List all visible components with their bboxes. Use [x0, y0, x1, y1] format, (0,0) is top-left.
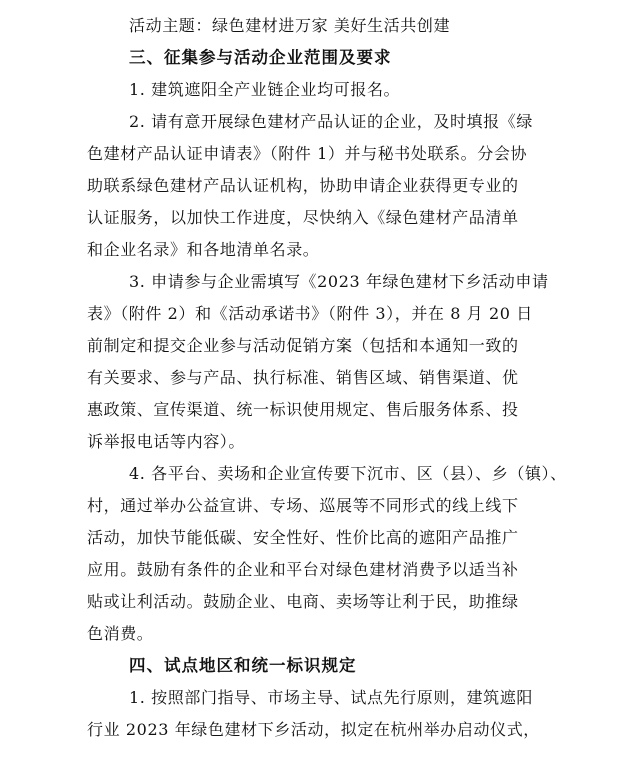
paragraph-line: 应用。鼓励有条件的企业和平台对绿色建材消费予以适当补 [87, 560, 519, 579]
paragraph-line: 惠政策、宣传渠道、统一标识使用规定、售后服务体系、投 [87, 400, 519, 419]
paragraph-line: 认证服务，以加快工作进度，尽快纳入《绿色建材产品清单 [87, 208, 519, 227]
paragraph-line: 表》（附件 2）和《活动承诺书》（附件 3），并在 8 月 20 日 [87, 304, 533, 323]
paragraph-line: 色消费。 [87, 624, 154, 643]
paragraph-line: 1. 按照部门指导、市场主导、试点先行原则，建筑遮阳 [129, 688, 533, 707]
paragraph-line: 4. 各平台、卖场和企业宣传要下沉市、区（县）、乡（镇）、 [129, 464, 567, 483]
paragraph-line: 前制定和提交企业参与活动促销方案（包括和本通知一致的 [87, 336, 519, 355]
section-3-paragraph-4 [87, 458, 590, 650]
paragraph-line: 有关要求、参与产品、执行标准、销售区域、销售渠道、优 [87, 368, 519, 387]
paragraph-line: 3. 申请参与企业需填写《2023 年绿色建材下乡活动申请 [129, 272, 549, 291]
paragraph-line: 诉举报电话等内容）。 [87, 432, 246, 451]
section-3-paragraph-3 [87, 266, 590, 458]
section-3-paragraph-1 [87, 74, 590, 106]
paragraph-line: 行业 2023 年绿色建材下乡活动，拟定在杭州举办启动仪式， [87, 720, 540, 739]
section-3-paragraph-2 [87, 106, 590, 266]
paragraph-line: 2. 请有意开展绿色建材产品认证的企业，及时填报《绿 [129, 112, 533, 131]
paragraph-line: 贴或让利活动。鼓励企业、电商、卖场等让利于民，助推绿 [87, 592, 519, 611]
paragraph-line: 1. 建筑遮阳全产业链企业均可报名。 [129, 80, 401, 99]
paragraph-line: 村，通过举办公益宣讲、专场、巡展等不同形式的线上线下 [87, 496, 519, 515]
paragraph-line: 色建材产品认证申请表》（附件 1）并与秘书处联系。分会协 [87, 144, 528, 163]
section-3-heading: 三、征集参与活动企业范围及要求 [129, 48, 392, 67]
section-4-heading: 四、试点地区和统一标识规定 [129, 656, 357, 675]
activity-theme-line: 活动主题：绿色建材进万家 美好生活共创建 [129, 16, 451, 35]
paragraph-line: 和企业名录》和各地清单名录。 [87, 240, 320, 259]
section-4-paragraph-1 [87, 682, 590, 746]
paragraph-line: 活动，加快节能低碳、安全性好、性价比高的遮阳产品推广 [87, 528, 519, 547]
paragraph-line: 助联系绿色建材产品认证机构，协助申请企业获得更专业的 [87, 176, 519, 195]
